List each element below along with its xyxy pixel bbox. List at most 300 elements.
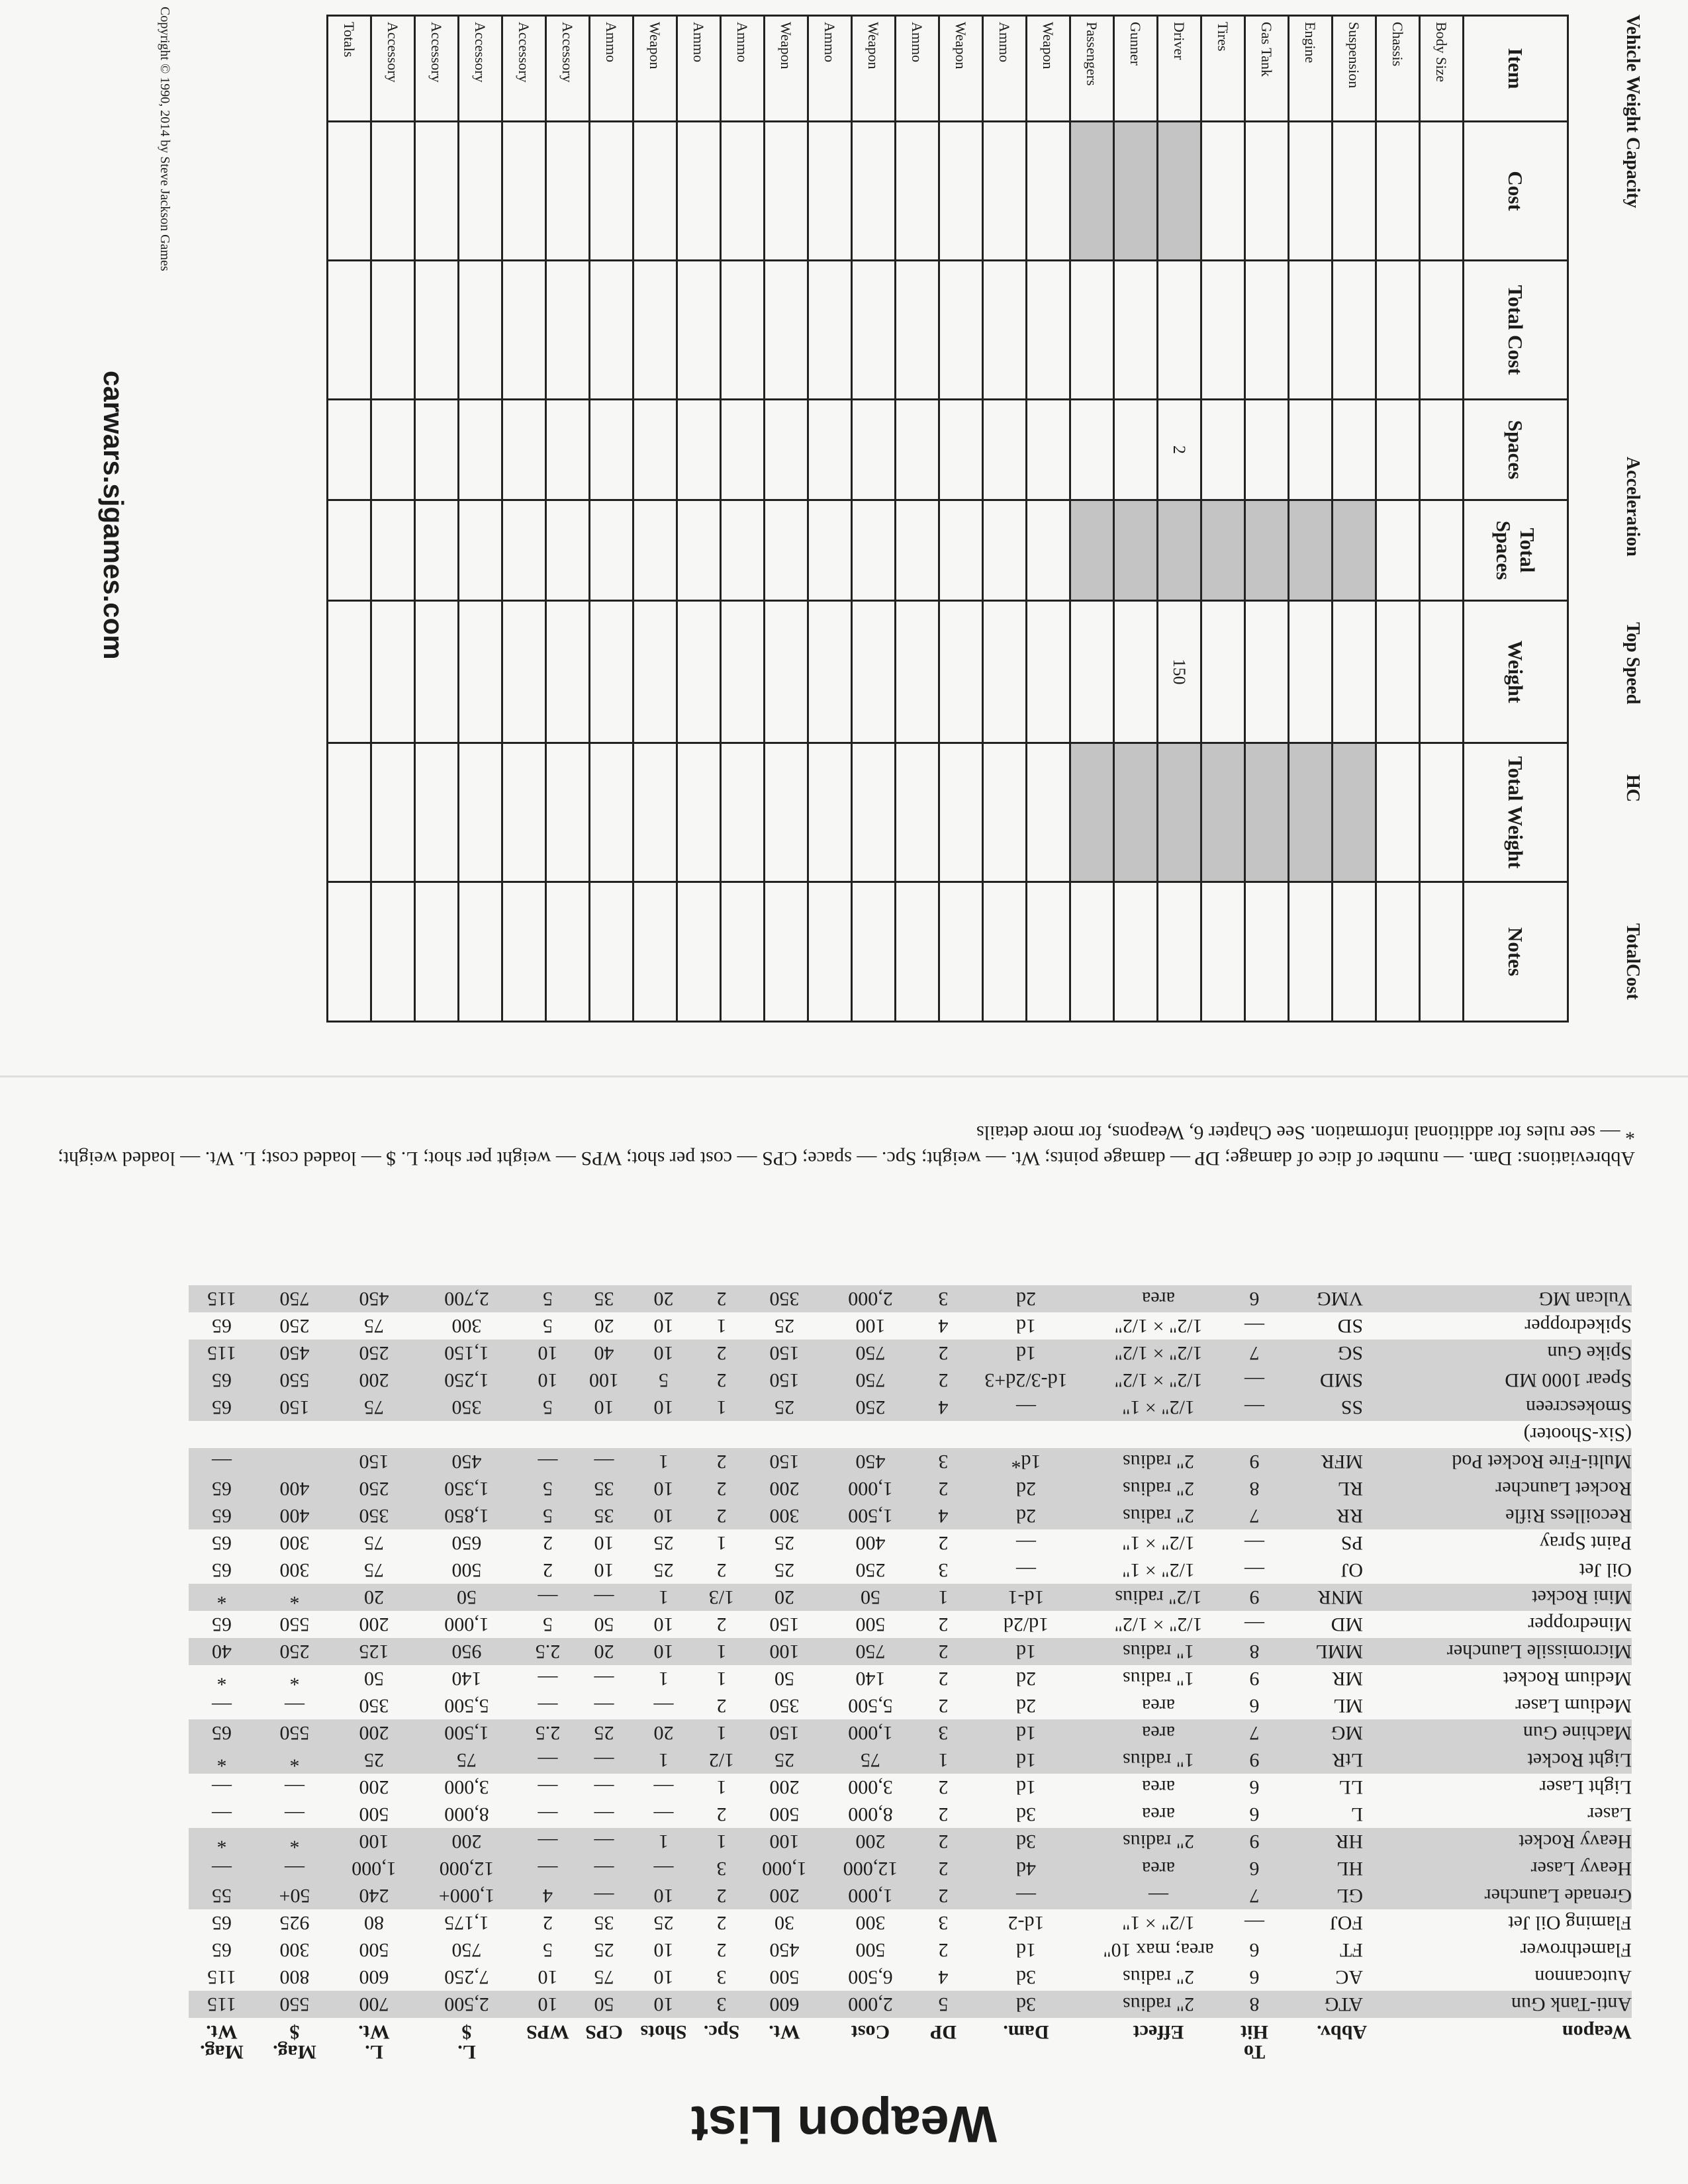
- worksheet-cell[interactable]: [765, 500, 808, 601]
- worksheet-cell[interactable]: [459, 400, 502, 500]
- weapon-stat: 500: [855, 1614, 886, 1636]
- worksheet-cell[interactable]: [1376, 122, 1420, 261]
- worksheet-cell[interactable]: [939, 601, 983, 743]
- worksheet-cell[interactable]: [328, 400, 371, 500]
- weapon-stat: 2: [938, 1803, 949, 1826]
- weapon-stat: 65: [212, 1939, 232, 1962]
- worksheet-row: [1245, 16, 1289, 1022]
- worksheet-cell[interactable]: [590, 261, 633, 400]
- weapon-stat: 35: [576, 1285, 632, 1312]
- worksheet-cell[interactable]: [1201, 601, 1245, 743]
- weapon-effect: area: [1142, 1776, 1175, 1799]
- weapon-stat: 350: [359, 1695, 389, 1717]
- weapon-row: [189, 1394, 1632, 1421]
- weapon-stat: 250: [279, 1315, 310, 1338]
- weapon-effect: 1/2" × 1/2": [1086, 1367, 1231, 1394]
- weapon-row: [189, 1936, 1632, 1964]
- weapon-stat: 2: [695, 1502, 748, 1529]
- weapon-stat: 12,000: [821, 1855, 920, 1882]
- weapon-stat: 2: [938, 1668, 949, 1690]
- worksheet-cell[interactable]: [677, 882, 721, 1022]
- worksheet-cell[interactable]: [633, 122, 677, 261]
- worksheet-cell[interactable]: [1114, 743, 1158, 882]
- worksheet-cell[interactable]: [765, 743, 808, 882]
- worksheet-cell[interactable]: [633, 400, 677, 500]
- weapon-stat: 5,500: [444, 1695, 489, 1717]
- worksheet-cell[interactable]: [1158, 743, 1201, 882]
- worksheet-cell[interactable]: [633, 500, 677, 601]
- worksheet-cell[interactable]: [546, 743, 590, 882]
- weapon-abbv: GL: [1278, 1882, 1367, 1909]
- worksheet-cell[interactable]: [721, 261, 765, 400]
- weapon-effect: 1" radius: [1086, 1638, 1231, 1665]
- worksheet-cell[interactable]: [852, 743, 896, 882]
- header-notes: Notes: [1464, 882, 1568, 1022]
- worksheet-cell[interactable]: [939, 261, 983, 400]
- worksheet-cell[interactable]: [371, 122, 415, 261]
- worksheet-cell[interactable]: [459, 500, 502, 601]
- weapon-abbv: RL: [1278, 1475, 1367, 1502]
- worksheet-cell[interactable]: [502, 261, 546, 400]
- worksheet-cell[interactable]: [852, 500, 896, 601]
- weapon-stat: 200: [359, 1614, 389, 1636]
- weapon-stat: 50: [414, 1584, 520, 1611]
- worksheet-cell[interactable]: [633, 601, 677, 743]
- weapon-stat: 65: [212, 1559, 232, 1582]
- worksheet-cell[interactable]: [721, 122, 765, 261]
- worksheet-cell[interactable]: [1245, 122, 1289, 261]
- weapon-stat: 600: [748, 1991, 821, 2018]
- weapon-stat: 75: [364, 1532, 384, 1555]
- worksheet-cell[interactable]: [1070, 743, 1114, 882]
- worksheet-cell[interactable]: [808, 882, 852, 1022]
- worksheet-cell[interactable]: [1201, 743, 1245, 882]
- worksheet-cell[interactable]: [852, 882, 896, 1022]
- worksheet-cell[interactable]: [1158, 122, 1201, 261]
- worksheet-cell[interactable]: [590, 882, 633, 1022]
- worksheet-item-label: Accessory: [371, 16, 415, 122]
- worksheet-cell[interactable]: [1333, 743, 1376, 882]
- weapon-stat: —: [576, 1828, 632, 1855]
- worksheet-cell[interactable]: [1114, 500, 1158, 601]
- worksheet-cell[interactable]: [1201, 261, 1245, 400]
- worksheet-cell[interactable]: [328, 743, 371, 882]
- weapon-stat: 800: [279, 1966, 310, 1989]
- weapon-stat: 1d/2d: [1003, 1614, 1049, 1636]
- worksheet-row: [1333, 16, 1376, 1022]
- weapon-stat: 65: [189, 1475, 255, 1502]
- worksheet-cell[interactable]: [1245, 743, 1289, 882]
- worksheet-cell[interactable]: [983, 601, 1027, 743]
- weapon-stat: 5: [520, 1475, 576, 1502]
- worksheet-cell[interactable]: [1289, 601, 1333, 743]
- worksheet-row: [1420, 16, 1464, 1022]
- worksheet-cell[interactable]: [765, 261, 808, 400]
- worksheet-cell[interactable]: [1289, 500, 1333, 601]
- weapon-abbv: MML: [1278, 1638, 1367, 1665]
- worksheet-cell[interactable]: [371, 400, 415, 500]
- worksheet-cell[interactable]: [1114, 601, 1158, 743]
- worksheet-cell[interactable]: [1289, 743, 1333, 882]
- worksheet-cell[interactable]: [1027, 500, 1070, 601]
- weapon-effect: area: [1142, 1695, 1175, 1717]
- worksheet-cell[interactable]: [502, 743, 546, 882]
- weapon-effect: area: [1086, 1719, 1231, 1747]
- worksheet-cell[interactable]: [896, 601, 939, 743]
- worksheet-cell[interactable]: [1376, 882, 1420, 1022]
- worksheet-cell[interactable]: [1201, 400, 1245, 500]
- worksheet-item-label: Weapon: [939, 16, 983, 122]
- worksheet-row: [1158, 16, 1201, 1022]
- worksheet-cell[interactable]: [328, 601, 371, 743]
- title-total-cost: TotalCost: [1622, 923, 1643, 1000]
- worksheet-cell[interactable]: [808, 500, 852, 601]
- worksheet-cell[interactable]: [371, 601, 415, 743]
- weapon-list-section: [0, 1085, 1688, 2184]
- worksheet-cell[interactable]: [459, 882, 502, 1022]
- worksheet-cell[interactable]: [1376, 400, 1420, 500]
- worksheet-cell[interactable]: [1070, 601, 1114, 743]
- worksheet-cell[interactable]: [721, 601, 765, 743]
- worksheet-cell[interactable]: [633, 882, 677, 1022]
- weapon-stat: 1,500: [821, 1502, 920, 1529]
- worksheet-cell[interactable]: [1376, 743, 1420, 882]
- worksheet-cell[interactable]: [371, 882, 415, 1022]
- worksheet-cell[interactable]: [415, 400, 459, 500]
- weapon-stat: 1d-2: [1008, 1912, 1045, 1934]
- worksheet-cell[interactable]: [1245, 261, 1289, 400]
- worksheet-cell[interactable]: [1114, 261, 1158, 400]
- worksheet-cell[interactable]: [546, 882, 590, 1022]
- worksheet-cell[interactable]: [1070, 122, 1114, 261]
- worksheet-cell[interactable]: [677, 122, 721, 261]
- worksheet-cell[interactable]: [590, 400, 633, 500]
- website-url[interactable]: carwars.sjgames.com: [98, 371, 129, 660]
- worksheet-cell[interactable]: [677, 261, 721, 400]
- worksheet-cell[interactable]: [1333, 400, 1376, 500]
- worksheet-cell[interactable]: [896, 400, 939, 500]
- weapon-name: Machine Gun: [1367, 1719, 1632, 1747]
- worksheet-cell[interactable]: [546, 500, 590, 601]
- weapon-stat: 550: [255, 1991, 334, 2018]
- worksheet-cell[interactable]: [939, 882, 983, 1022]
- worksheet-cell[interactable]: [328, 882, 371, 1022]
- weapon-stat: —: [594, 1668, 614, 1690]
- worksheet-cell[interactable]: [1070, 500, 1114, 601]
- worksheet-cell[interactable]: [371, 743, 415, 882]
- worksheet-cell[interactable]: [983, 261, 1027, 400]
- worksheet-cell[interactable]: [852, 601, 896, 743]
- worksheet-cell[interactable]: [1027, 122, 1070, 261]
- worksheet-cell[interactable]: [590, 601, 633, 743]
- weapon-stat: 40: [189, 1638, 255, 1665]
- worksheet-cell[interactable]: [1289, 400, 1333, 500]
- worksheet-cell[interactable]: [328, 500, 371, 601]
- weapon-abbv: MFR: [1278, 1448, 1367, 1475]
- weapon-stat: 8: [1231, 1638, 1278, 1665]
- worksheet-cell[interactable]: [590, 122, 633, 261]
- weapon-row: [189, 1964, 1632, 1991]
- weapon-stat: 5: [920, 1991, 966, 2018]
- weapon-stat: 20: [594, 1315, 614, 1338]
- weapon-stat: *: [189, 1584, 255, 1611]
- worksheet-cell[interactable]: [415, 743, 459, 882]
- weapon-stat: 1,150: [414, 1340, 520, 1367]
- worksheet-cell[interactable]: [1070, 400, 1114, 500]
- worksheet-cell[interactable]: [1245, 882, 1289, 1022]
- weapon-row: [189, 1828, 1632, 1855]
- worksheet-cell[interactable]: [459, 261, 502, 400]
- worksheet-cell[interactable]: [1289, 261, 1333, 400]
- weapon-abbv: L: [1350, 1803, 1363, 1826]
- worksheet-cell[interactable]: [1376, 500, 1420, 601]
- weapon-stat: 80: [364, 1912, 384, 1934]
- weapon-stat: 2: [938, 1939, 949, 1962]
- weapon-stat: 2.5: [520, 1719, 576, 1747]
- worksheet-cell[interactable]: [896, 261, 939, 400]
- worksheet-cell[interactable]: [502, 122, 546, 261]
- worksheet-cell[interactable]: [1333, 882, 1376, 1022]
- weapon-stat: 9: [1231, 1584, 1278, 1611]
- weapon-stat: —: [1244, 1614, 1264, 1636]
- worksheet-cell[interactable]: [546, 261, 590, 400]
- weapon-stat: 750: [821, 1638, 920, 1665]
- worksheet-cell[interactable]: [1027, 743, 1070, 882]
- worksheet-cell[interactable]: [939, 400, 983, 500]
- weapon-stat: 250: [334, 1340, 414, 1367]
- worksheet-cell[interactable]: [939, 743, 983, 882]
- weapon-stat: 2: [938, 1695, 949, 1717]
- worksheet-item-label: Ammo: [677, 16, 721, 122]
- worksheet-cell[interactable]: [633, 743, 677, 882]
- weapon-name: Medium Laser: [1515, 1695, 1632, 1717]
- weapon-name: Light Rocket: [1367, 1747, 1632, 1774]
- worksheet-cell[interactable]: [415, 882, 459, 1022]
- worksheet-cell[interactable]: [896, 743, 939, 882]
- weapon-abbv: SS: [1278, 1394, 1367, 1421]
- weapon-abbv: FOJ: [1329, 1912, 1363, 1934]
- worksheet-cell[interactable]: [1158, 500, 1201, 601]
- worksheet-cell[interactable]: [1289, 882, 1333, 1022]
- weapon-name: Spike Gun: [1367, 1340, 1632, 1367]
- worksheet-cell[interactable]: [1114, 400, 1158, 500]
- weapon-stat: 20: [334, 1584, 414, 1611]
- worksheet-cell[interactable]: [459, 122, 502, 261]
- weapon-stat: —: [538, 1803, 558, 1826]
- worksheet-cell[interactable]: [1420, 882, 1464, 1022]
- worksheet-row: [371, 16, 415, 1022]
- weapon-name: Oil Jet: [1579, 1559, 1632, 1582]
- worksheet-cell[interactable]: [1420, 122, 1464, 261]
- worksheet-cell[interactable]: [546, 601, 590, 743]
- weapon-stat: 450: [821, 1448, 920, 1475]
- worksheet-cell[interactable]: [1027, 261, 1070, 400]
- worksheet-cell[interactable]: [502, 882, 546, 1022]
- worksheet-cell[interactable]: [415, 122, 459, 261]
- weapon-stat: 1d: [1016, 1939, 1036, 1962]
- worksheet-cell[interactable]: [808, 400, 852, 500]
- worksheet-cell[interactable]: [896, 500, 939, 601]
- worksheet-cell[interactable]: [677, 743, 721, 882]
- weapon-row: [189, 1638, 1632, 1665]
- weapon-stat: —: [576, 1882, 632, 1909]
- worksheet-cell[interactable]: [546, 122, 590, 261]
- weapon-stat: 1: [695, 1719, 748, 1747]
- worksheet-cell[interactable]: [1114, 122, 1158, 261]
- weapon-stat: 6,500: [848, 1966, 893, 1989]
- worksheet-cell[interactable]: [765, 882, 808, 1022]
- weapon-stat: 3: [920, 1285, 966, 1312]
- worksheet-cell[interactable]: [1027, 601, 1070, 743]
- worksheet-cell[interactable]: [721, 500, 765, 601]
- worksheet-cell[interactable]: [415, 500, 459, 601]
- weapon-stat: [414, 1421, 520, 1448]
- weapon-stat: 150: [748, 1340, 821, 1367]
- worksheet-cell[interactable]: [677, 400, 721, 500]
- worksheet-cell[interactable]: [983, 500, 1027, 601]
- worksheet-cell[interactable]: [1201, 500, 1245, 601]
- worksheet-cell[interactable]: [1114, 882, 1158, 1022]
- worksheet-cell[interactable]: [502, 400, 546, 500]
- worksheet-cell[interactable]: [1420, 261, 1464, 400]
- worksheet-cell[interactable]: [371, 261, 415, 400]
- worksheet-cell[interactable]: [1027, 882, 1070, 1022]
- vehicle-worksheet: [53, 0, 1655, 1059]
- worksheet-cell[interactable]: [721, 743, 765, 882]
- worksheet-cell[interactable]: [1289, 122, 1333, 261]
- worksheet-cell[interactable]: [1070, 261, 1114, 400]
- weapon-abbv: LtR: [1278, 1747, 1367, 1774]
- worksheet-cell[interactable]: [1245, 601, 1289, 743]
- worksheet-cell[interactable]: [590, 500, 633, 601]
- worksheet-item-label: Ammo: [808, 16, 852, 122]
- weapon-stat: 1: [632, 1584, 695, 1611]
- worksheet-cell[interactable]: [896, 882, 939, 1022]
- worksheet-cell[interactable]: [939, 500, 983, 601]
- weapon-row: [189, 1882, 1632, 1909]
- worksheet-cell[interactable]: [1420, 743, 1464, 882]
- worksheet-cell[interactable]: [1245, 500, 1289, 601]
- weapon-name: Smokescreen: [1367, 1394, 1632, 1421]
- weapon-name: Autocannon: [1534, 1966, 1632, 1989]
- weapon-stat: 6: [1249, 1939, 1260, 1962]
- worksheet-cell[interactable]: [459, 743, 502, 882]
- weapon-stat: —: [189, 1448, 255, 1475]
- weapon-stat: 10: [632, 1394, 695, 1421]
- worksheet-cell[interactable]: [677, 500, 721, 601]
- worksheet-cell[interactable]: [1245, 400, 1289, 500]
- weapon-stat: 1,175: [444, 1912, 489, 1934]
- worksheet-cell[interactable]: [633, 261, 677, 400]
- weapon-stat: 2: [920, 1855, 966, 1882]
- worksheet-cell[interactable]: [502, 500, 546, 601]
- worksheet-cell[interactable]: [721, 400, 765, 500]
- worksheet-cell[interactable]: [1333, 500, 1376, 601]
- worksheet-cell[interactable]: [1158, 882, 1201, 1022]
- worksheet-cell[interactable]: [983, 122, 1027, 261]
- worksheet-cell[interactable]: [808, 122, 852, 261]
- worksheet-cell[interactable]: [415, 261, 459, 400]
- th-mag-wt: Mag. Wt.: [200, 2021, 244, 2063]
- worksheet-cell[interactable]: [852, 400, 896, 500]
- worksheet-item-label: Weapon: [1027, 16, 1070, 122]
- worksheet-cell[interactable]: [808, 601, 852, 743]
- driver-spaces: 2: [1158, 400, 1201, 500]
- worksheet-cell[interactable]: [1027, 400, 1070, 500]
- weapon-stat: 200: [748, 1882, 821, 1909]
- weapon-stat: 300: [748, 1502, 821, 1529]
- worksheet-cell[interactable]: [1376, 601, 1420, 743]
- worksheet-cell[interactable]: [1333, 601, 1376, 743]
- weapon-row: [189, 1312, 1632, 1340]
- worksheet-cell[interactable]: [1158, 261, 1201, 400]
- weapon-stat: 8,000: [848, 1803, 893, 1826]
- worksheet-cell[interactable]: [415, 601, 459, 743]
- worksheet-cell[interactable]: [328, 261, 371, 400]
- weapon-effect: 1/2" × 1": [1122, 1559, 1195, 1582]
- worksheet-cell[interactable]: [502, 601, 546, 743]
- weapon-stat: —: [1231, 1394, 1278, 1421]
- worksheet-cell[interactable]: [1201, 882, 1245, 1022]
- weapon-stat: 65: [212, 1912, 232, 1934]
- weapon-stat: 350: [769, 1695, 800, 1717]
- worksheet-row: [939, 16, 983, 1022]
- worksheet-cell[interactable]: [765, 601, 808, 743]
- worksheet-cell[interactable]: [1333, 261, 1376, 400]
- worksheet-cell[interactable]: [1070, 882, 1114, 1022]
- weapon-row: [189, 1421, 1632, 1448]
- worksheet-cell[interactable]: [896, 122, 939, 261]
- worksheet-cell[interactable]: [1420, 601, 1464, 743]
- weapon-stat: 450: [414, 1448, 520, 1475]
- worksheet-cell[interactable]: [852, 122, 896, 261]
- worksheet-cell[interactable]: [677, 601, 721, 743]
- weapon-stat: —: [594, 1803, 614, 1826]
- weapon-stat: 8: [1231, 1475, 1278, 1502]
- worksheet-cell[interactable]: [328, 122, 371, 261]
- weapon-stat: 50: [364, 1668, 384, 1690]
- worksheet-cell[interactable]: [808, 261, 852, 400]
- worksheet-cell[interactable]: [983, 882, 1027, 1022]
- worksheet-header-row: [1464, 16, 1568, 1022]
- worksheet-cell[interactable]: [546, 400, 590, 500]
- worksheet-cell[interactable]: [1333, 122, 1376, 261]
- weapon-stat: 1d*: [966, 1448, 1086, 1475]
- weapon-effect: 1" radius: [1086, 1747, 1231, 1774]
- worksheet-cell[interactable]: [939, 122, 983, 261]
- weapon-stat: —: [966, 1394, 1086, 1421]
- worksheet-cell[interactable]: [459, 601, 502, 743]
- weapon-stat: 75: [594, 1966, 614, 1989]
- worksheet-cell[interactable]: [765, 122, 808, 261]
- worksheet-cell[interactable]: [808, 743, 852, 882]
- worksheet-cell[interactable]: [765, 400, 808, 500]
- worksheet-cell[interactable]: [983, 400, 1027, 500]
- worksheet-cell[interactable]: [371, 500, 415, 601]
- weapon-stat: 20: [632, 1285, 695, 1312]
- worksheet-cell[interactable]: [721, 882, 765, 1022]
- weapon-stat: 200: [821, 1828, 920, 1855]
- worksheet-cell[interactable]: [1420, 500, 1464, 601]
- worksheet-cell[interactable]: [1376, 261, 1420, 400]
- worksheet-cell[interactable]: [983, 743, 1027, 882]
- worksheet-cell[interactable]: [1420, 400, 1464, 500]
- weapon-stat: 150: [748, 1719, 821, 1747]
- weapon-stat: 3,000: [848, 1776, 893, 1799]
- worksheet-cell[interactable]: [1201, 122, 1245, 261]
- worksheet-cell[interactable]: [590, 743, 633, 882]
- worksheet-cell[interactable]: [852, 261, 896, 400]
